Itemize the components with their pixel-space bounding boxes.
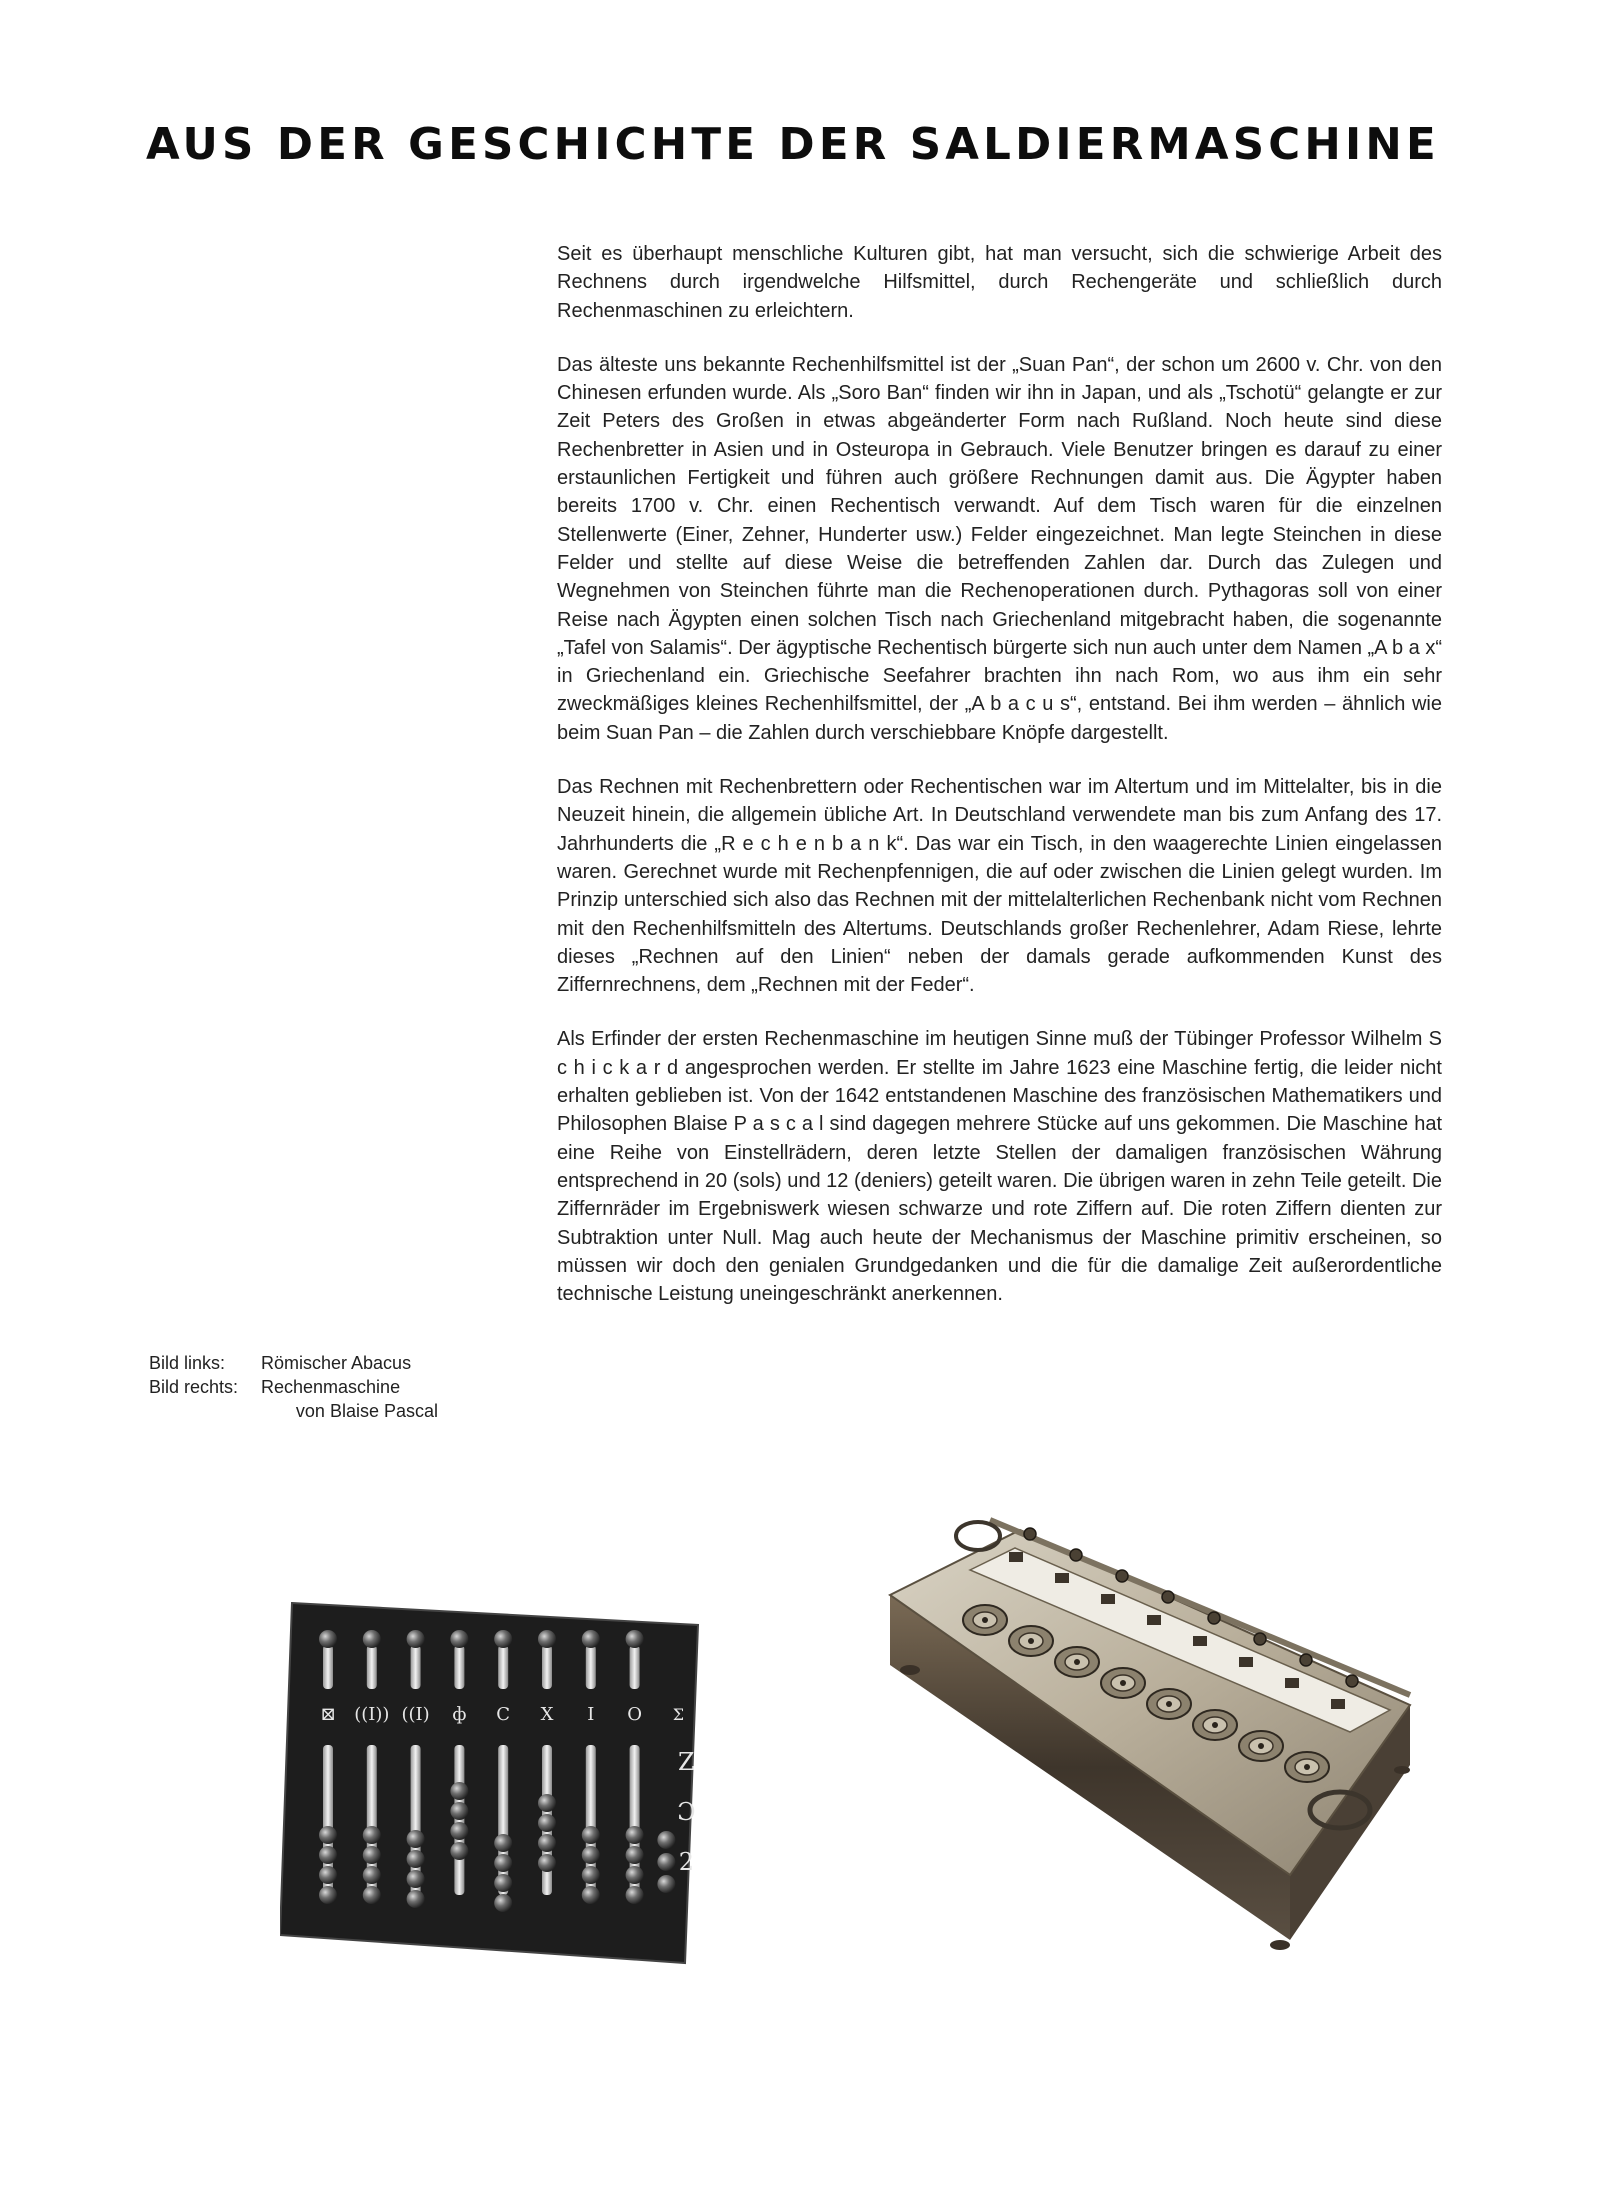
abacus-side-mark: Ɔ <box>677 1798 696 1826</box>
abacus-bead <box>407 1850 425 1868</box>
abacus-bead <box>319 1846 337 1864</box>
paragraph-intro: Seit es überhaupt menschliche Kulturen gibt, hat man versucht, sich die schwierige Arbeit des Rechnens durch irgendwelche Hilfsmittel, durch Rechengeräte und schließlich durch Rechenmaschinen zu erleichtern. <box>557 243 1442 322</box>
abacus-lower-slot <box>498 1745 508 1895</box>
abacus-symbol: O <box>627 1704 642 1725</box>
abacus-bead <box>626 1630 644 1648</box>
abacus-bead <box>538 1630 556 1648</box>
abacus-upper-slot <box>411 1645 421 1689</box>
abacus-upper-slot <box>542 1645 552 1689</box>
abacus-upper-slot <box>367 1645 377 1689</box>
abacus-bead <box>657 1875 675 1893</box>
abacus-bead <box>657 1831 675 1849</box>
abacus-bead <box>450 1802 468 1820</box>
abacus-bead <box>494 1874 512 1892</box>
pascaline-window <box>1147 1615 1161 1625</box>
abacus-bead <box>582 1866 600 1884</box>
abacus-bead <box>450 1630 468 1648</box>
pascaline-peg <box>1208 1612 1220 1624</box>
pascaline-window <box>1009 1552 1023 1562</box>
pascaline-peg <box>1346 1675 1358 1687</box>
pascaline-peg <box>1162 1591 1174 1603</box>
caption-right-text-1: Rechenmaschine <box>261 1377 401 1397</box>
abacus-bead <box>657 1853 675 1871</box>
pascaline-window <box>1331 1699 1345 1709</box>
abacus-bead <box>538 1794 556 1812</box>
abacus-bead <box>319 1630 337 1648</box>
abacus-bead <box>494 1834 512 1852</box>
paragraph-suan-pan: Das älteste uns bekannte Rechenhilfsmittel ist der „Suan Pan“, der schon um 2600 v. Chr. von den Chinesen erfunden wurde. Als „Soro Ban“ finden wir ihn in Japan, und als „Tschotü“ gelangte er zur Zeit Peters des Großen in etwas abgeänderter Form nach Rußland. Noch heute sind diese Rechenbretter in Asien und in Osteuropa in Gebrauch. Viele Benutzer bringen es darauf zu einer erstaunlichen Fertigkeit und führen auch größere Rechnungen damit aus. Die Ägypter haben bereits 1700 v. Chr. einen Rechentisch verwandt. Auf dem Tisch waren für die einzelnen Stellenwerte (Einer, Zehner, Hunderter usw.) Felder eingezeichnet. Man legte Steinchen in diese Felder und stellte auf diese Weise die betreffenden Zahlen dar. Durch das Zulegen und Wegnehmen von Steinchen führte man die Rechenoperationen durch. Pythagoras soll von einer Reise nach Ägypten einen solchen Tisch nach Griechenland mitgebracht haben, die sogenannte „Tafel von Salamis“. Der ägyptische Rechentisch bürgerte sich nun auch unter dem Namen „A b a x“ in Griechenland ein. Griechische Seefahrer brachten ihn nach Rom, wo aus ihm ein sehr zweckmäßiges kleines Rechenhilfsmittel, der „A b a c u s“, entstand. Bei ihm werden – ähnlich wie beim Suan Pan – die Zahlen durch verschiebbare Knöpfe dargestellt. <box>557 353 1442 744</box>
abacus-symbol: ((I) <box>401 1704 430 1725</box>
abacus-upper-slot <box>630 1645 640 1689</box>
abacus-upper-slot <box>454 1645 464 1689</box>
abacus-bead <box>363 1886 381 1904</box>
abacus-symbol: I <box>587 1704 595 1725</box>
abacus-bead <box>626 1846 644 1864</box>
abacus-bead <box>582 1886 600 1904</box>
abacus-bead <box>319 1826 337 1844</box>
image-caption <box>149 1351 438 1423</box>
abacus-bead <box>363 1630 381 1648</box>
caption-left-text: Römischer Abacus <box>261 1353 412 1373</box>
abacus-symbol: C <box>496 1704 511 1725</box>
abacus-bead <box>319 1866 337 1884</box>
caption-right-label: Bild rechts: <box>149 1377 239 1397</box>
abacus-bead <box>450 1782 468 1800</box>
abacus-side-mark: 2 <box>678 1848 695 1876</box>
caption-right <box>149 1375 438 1399</box>
pascaline-window <box>1285 1678 1299 1688</box>
paragraph-rechenbank: Das Rechnen mit Rechenbrettern oder Rechentischen war im Altertum und im Mittelalter, bis in die Neuzeit hinein, die allgemein übliche Art. In Deutschland verwendete man bis zum Anfang des 17. Jahrhunderts die „R e c h e n b a n k“. Das war ein Tisch, in den waagerechte Linien eingelassen waren. Gerechnet wurde mit Rechenpfennigen, die auf oder zwischen die Linien gelegt wurden. Im Prinzip unterschied sich also das Rechnen mit der mittelalterlichen Rechenbank nicht vom Rechnen mit den Rechenhilfsmitteln des Altertums. Deutschlands großer Rechenlehrer, Adam Riese, lehrte dieses „Rechnen auf den Linien“ neben der damals gerade aufkommenden Kunst des Ziffernrechnens, dem „Rechnen mit der Feder“. <box>557 776 1442 997</box>
page-title: AUS DER GESCHICHTE DER SALDIERMASCHINE <box>146 120 1440 170</box>
abacus-bead <box>582 1826 600 1844</box>
caption-right-text-2: von Blaise Pascal <box>295 1401 438 1421</box>
pascaline-peg <box>1116 1570 1128 1582</box>
pascaline-window <box>1101 1594 1115 1604</box>
roman-abacus-photo <box>280 1595 700 1965</box>
abacus-bead <box>582 1630 600 1648</box>
pascaline-window <box>1239 1657 1253 1667</box>
abacus-bead <box>363 1846 381 1864</box>
abacus-bead <box>450 1822 468 1840</box>
abacus-bead <box>363 1866 381 1884</box>
pascaline-peg <box>1300 1654 1312 1666</box>
pascaline-photo <box>870 1500 1430 1960</box>
abacus-symbol: ((I)) <box>354 1704 390 1725</box>
abacus-symbol: Σ <box>672 1705 685 1724</box>
abacus-bead <box>407 1630 425 1648</box>
abacus-upper-slot <box>498 1645 508 1689</box>
abacus-bead <box>407 1870 425 1888</box>
abacus-bead <box>494 1894 512 1912</box>
abacus-bead <box>363 1826 381 1844</box>
abacus-bead <box>626 1866 644 1884</box>
abacus-bead <box>626 1886 644 1904</box>
pascaline-peg <box>1024 1528 1036 1540</box>
pascaline-peg <box>1254 1633 1266 1645</box>
paragraph-schickard-pascal: Als Erfinder der ersten Rechenmaschine im heutigen Sinne muß der Tübinger Professor Wilhelm S c h i c k a r d angesprochen werden. Er stellte im Jahre 1623 eine Maschine fertig, die leider nicht erhalten geblieben ist. Von der 1642 entstandenen Maschine des französischen Mathematikers und Philosophen Blaise P a s c a l sind dagegen mehrere Stücke auf uns gekommen. Die Maschine hat eine Reihe von Einstellrädern, deren letzte Stellen der damaligen französischen Währung entsprechend in 20 (sols) und 12 (deniers) geteilt waren. Die übrigen waren in zehn Teile geteilt. Die Ziffernräder im Ergebniswerk wiesen schwarze und rote Ziffern auf. Die roten Ziffern dienten zur Subtraktion unter Null. Mag auch heute der Mechanismus der Maschine primitiv erscheinen, so müssen wir doch den genialen Grundgedanken und die für die damalige Zeit außerordentliche technische Leistung uneingeschränkt anerkennen. <box>557 1028 1442 1306</box>
abacus-bead <box>538 1854 556 1872</box>
abacus-bead <box>626 1826 644 1844</box>
abacus-side-mark: Z <box>678 1748 695 1776</box>
abacus-upper-slot <box>323 1645 333 1689</box>
abacus-symbol: X <box>540 1704 554 1725</box>
abacus-bead <box>582 1846 600 1864</box>
abacus-symbol: ф <box>452 1704 467 1725</box>
abacus-bead <box>407 1830 425 1848</box>
caption-left-label: Bild links: <box>149 1353 226 1373</box>
caption-left <box>149 1351 438 1375</box>
abacus-bead <box>319 1886 337 1904</box>
pascaline-window <box>1055 1573 1069 1583</box>
abacus-bead <box>494 1630 512 1648</box>
article-body <box>557 240 1442 1334</box>
pascaline-peg <box>1070 1549 1082 1561</box>
abacus-bead <box>538 1814 556 1832</box>
abacus-bead <box>538 1834 556 1852</box>
abacus-bead <box>407 1890 425 1908</box>
abacus-bead <box>450 1842 468 1860</box>
caption-right-cont <box>149 1399 438 1423</box>
pascaline-window <box>1193 1636 1207 1646</box>
abacus-symbol: ⊠ <box>320 1704 336 1725</box>
abacus-bead <box>494 1854 512 1872</box>
abacus-upper-slot <box>586 1645 596 1689</box>
